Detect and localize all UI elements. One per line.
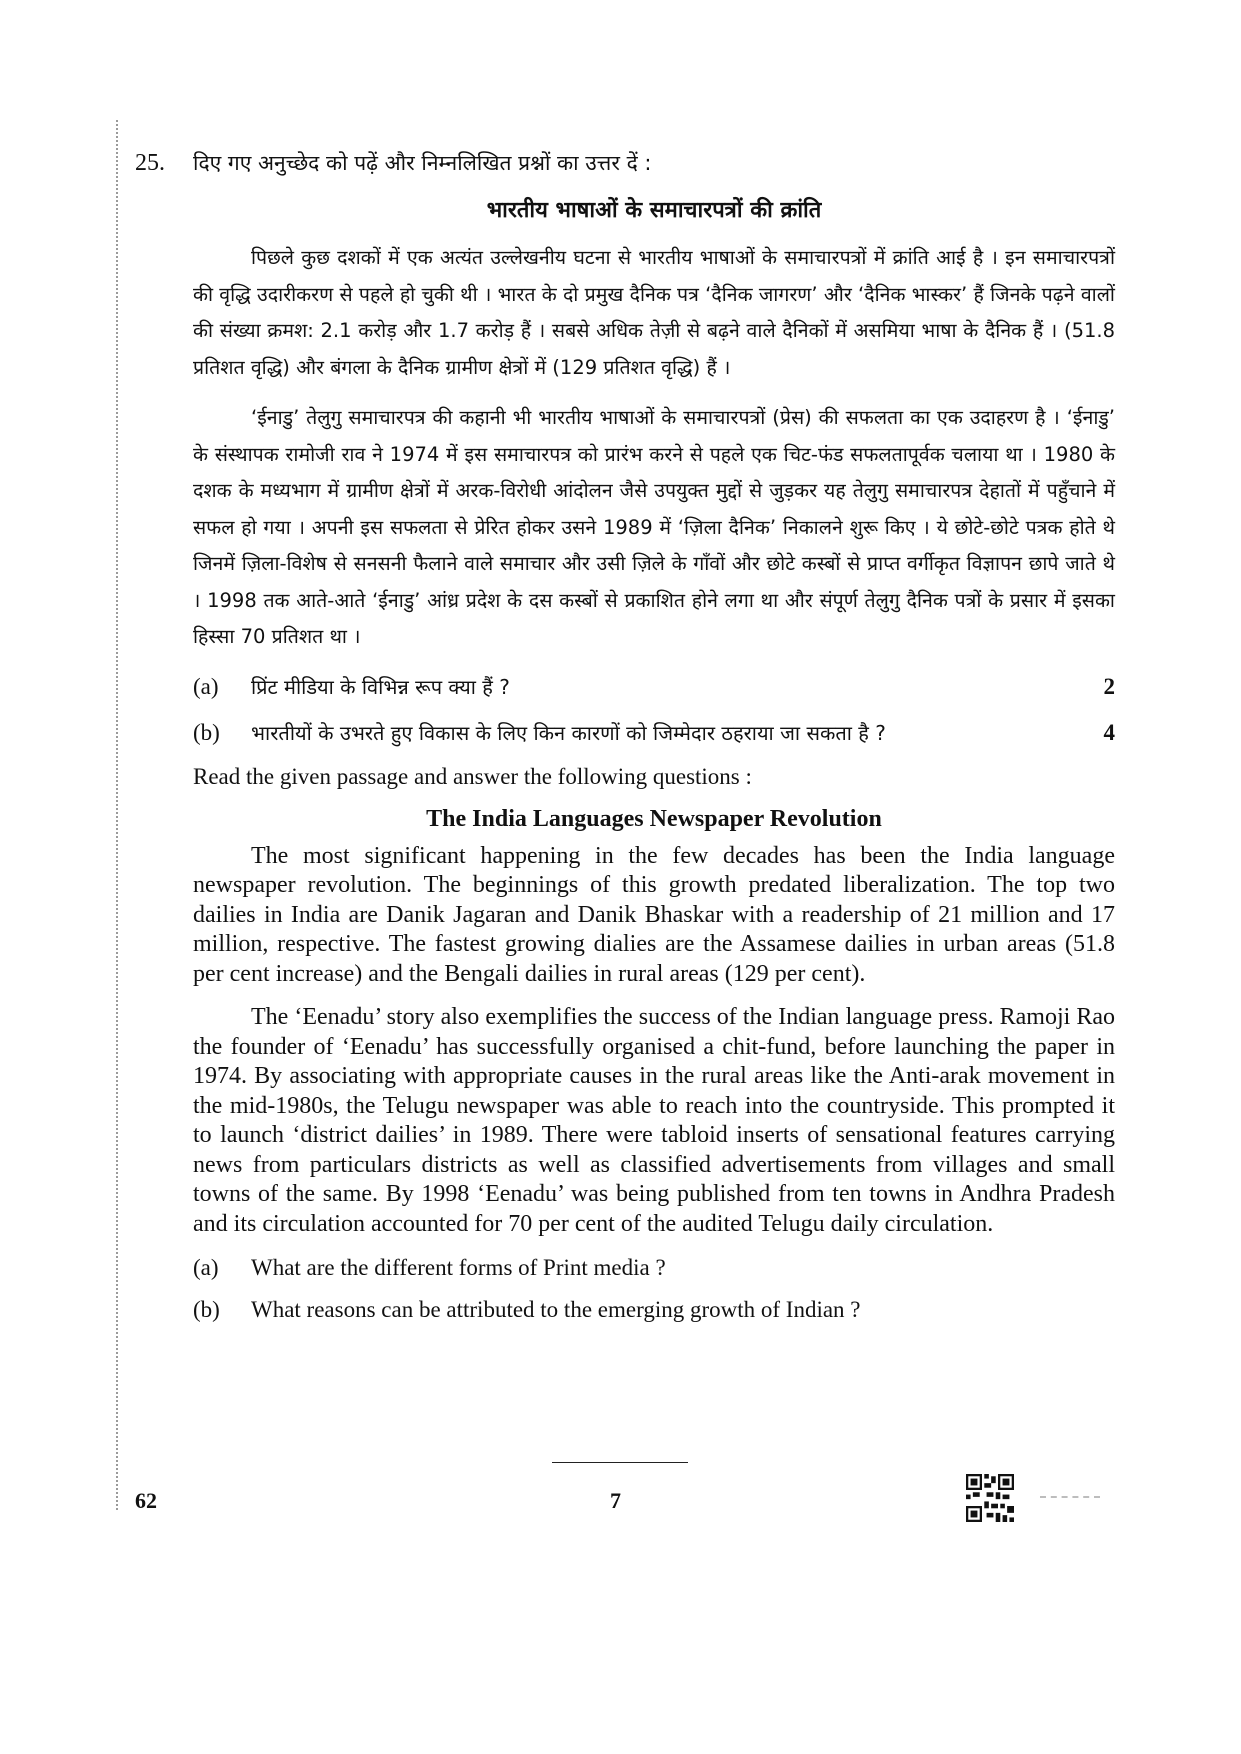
qr-dashes-decoration [1040,1496,1100,1500]
passage-paragraph-hindi: ‘ईनाडु’ तेलुगु समाचारपत्र की कहानी भी भारतीय भाषाओं के समाचारपत्रों (प्रेस) की सफलता का एक उदाहरण है । ‘ईनाडु’ के संस्थापक रामोजी राव ने 1974 में इस समाचारपत्र को प्रारंभ करने से पहले एक चिट-फंड सफलतापूर्वक चलाया था । 1980 के दशक के मध्यभाग में ग्रामीण क्षेत्रों में अरक-विरोधी आंदोलन जैसे उपयुक्त मुद्दों से जुड़कर यह तेलुगु समाचारपत्र देहातों में पहुँचाने में सफल हो गया । अपनी इस सफलता से प्रेरित होकर उसने 1989 में ‘ज़िला दैनिक’ निकालने शुरू किए । ये छोटे-छोटे पत्रक होते थे जिनमें ज़िला-विशेष से सनसनी फैलाने वाले समाचार और उसी ज़िले के गाँवों और छोटे कस्बों से प्राप्त वर्गीकृत विज्ञापन छापे जाते थे । 1998 तक आते-आते ‘ईनाडु’ आंध्र प्रदेश के दस कस्बों से प्रकाशित होने लगा था और संपूर्ण तेलुगु दैनिक पत्रों के प्रसार में इसका हिस्सा 70 प्रतिशत था । [193,406,1115,648]
page-number: 7 [610,1488,621,1513]
passage-paragraph-english: The most significant happening in the few decades has been the India language newspaper revolution. The beginnings of this growth predated liberalization. The top two dailies in India are Danik Jagaran and Danik Bhaskar with a readership of 21 million and 17 million, respective. The fastest growing dialies are the Assamese dailies in urban areas (51.8 per cent increase) and the Bengali dailies in rural areas (129 per cent). [193,842,1115,987]
subquestion-label: (b) [193,719,220,745]
end-of-question-rule [552,1462,688,1463]
paper-code: 62 [135,1488,157,1513]
binding-margin-rule [116,120,118,1510]
subquestion-english-b [193,1295,1115,1325]
subquestion-text: What reasons can be attributed to the emerging growth of Indian ? [251,1297,861,1322]
question-number: 25. [135,150,165,176]
instruction-english: Read the given passage and answer the following questions : [193,763,752,789]
passage-paragraph-hindi: पिछले कुछ दशकों में एक अत्यंत उल्लेखनीय घटना से भारतीय भाषाओं के समाचारपत्रों में क्रांति आई है । इन समाचारपत्रों की वृद्धि उदारीकरण से पहले हो चुकी थी । भारत के दो प्रमुख दैनिक पत्र ‘दैनिक जागरण’ और ‘दैनिक भास्कर’ हैं जिनके पढ़ने वालों की संख्या क्रमश: 2.1 करोड़ और 1.7 करोड़ हैं । सबसे अधिक तेज़ी से बढ़ने वाले दैनिकों में असमिया भाषा के दैनिक हैं । (51.8 प्रतिशत वृद्धि) और बंगला के दैनिक ग्रामीण क्षेत्रों में (129 प्रतिशत वृद्धि) हैं । [193,246,1115,379]
subquestion-label: (a) [193,1255,219,1280]
question-body [193,196,1115,1325]
subquestion-label: (b) [193,1297,220,1322]
subquestion-hindi-b [193,716,1115,750]
subquestion-text: भारतीयों के उभरते हुए विकास के लिए किन कारणों को जिम्मेदार ठहराया जा सकता है ? [251,720,886,745]
subquestion-marks: 2 [1103,673,1115,699]
exam-page [135,148,1115,1337]
instruction-hindi: दिए गए अनुच्छेद को पढ़ें और निम्नलिखित प्रश्नों का उत्तर दें : [193,151,652,175]
passage-paragraph-english: The ‘Eenadu’ story also exemplifies the success of the Indian language press. Ramoji Rao the founder of ‘Eenadu’ has successfully organised a chit-fund, before launching the paper in 1974. By associating with appropriate causes in the rural areas like the Anti-arak movement in the mid-1980s, the Telugu newspaper was able to reach into the countryside. This prompted it to launch ‘district dailies’ in 1989. There were tabloid inserts of sensational features carrying news from particulars districts as well as classified advertisements from villages and small towns of the same. By 1998 ‘Eenadu’ was being published from ten towns in Andhra Pradesh and its circulation accounted for 70 per cent of the audited Telugu daily circulation. [193,1004,1115,1237]
passage-title-english: The India Languages Newspaper Revolution [426,805,882,832]
subquestion-label: (a) [193,673,219,699]
passage-title-hindi: भारतीय भाषाओं के समाचारपत्रों की क्रांति [486,198,822,223]
subquestion-hindi-a [193,670,1115,704]
subquestion-english-a [193,1253,1115,1283]
subquestion-marks: 4 [1103,719,1115,745]
subquestion-text: What are the different forms of Print media ? [251,1255,666,1280]
subquestion-text: प्रिंट मीडिया के विभिन्न रूप क्या हैं ? [251,674,510,699]
qr-code-icon [966,1474,1014,1522]
question-header [135,148,1115,178]
